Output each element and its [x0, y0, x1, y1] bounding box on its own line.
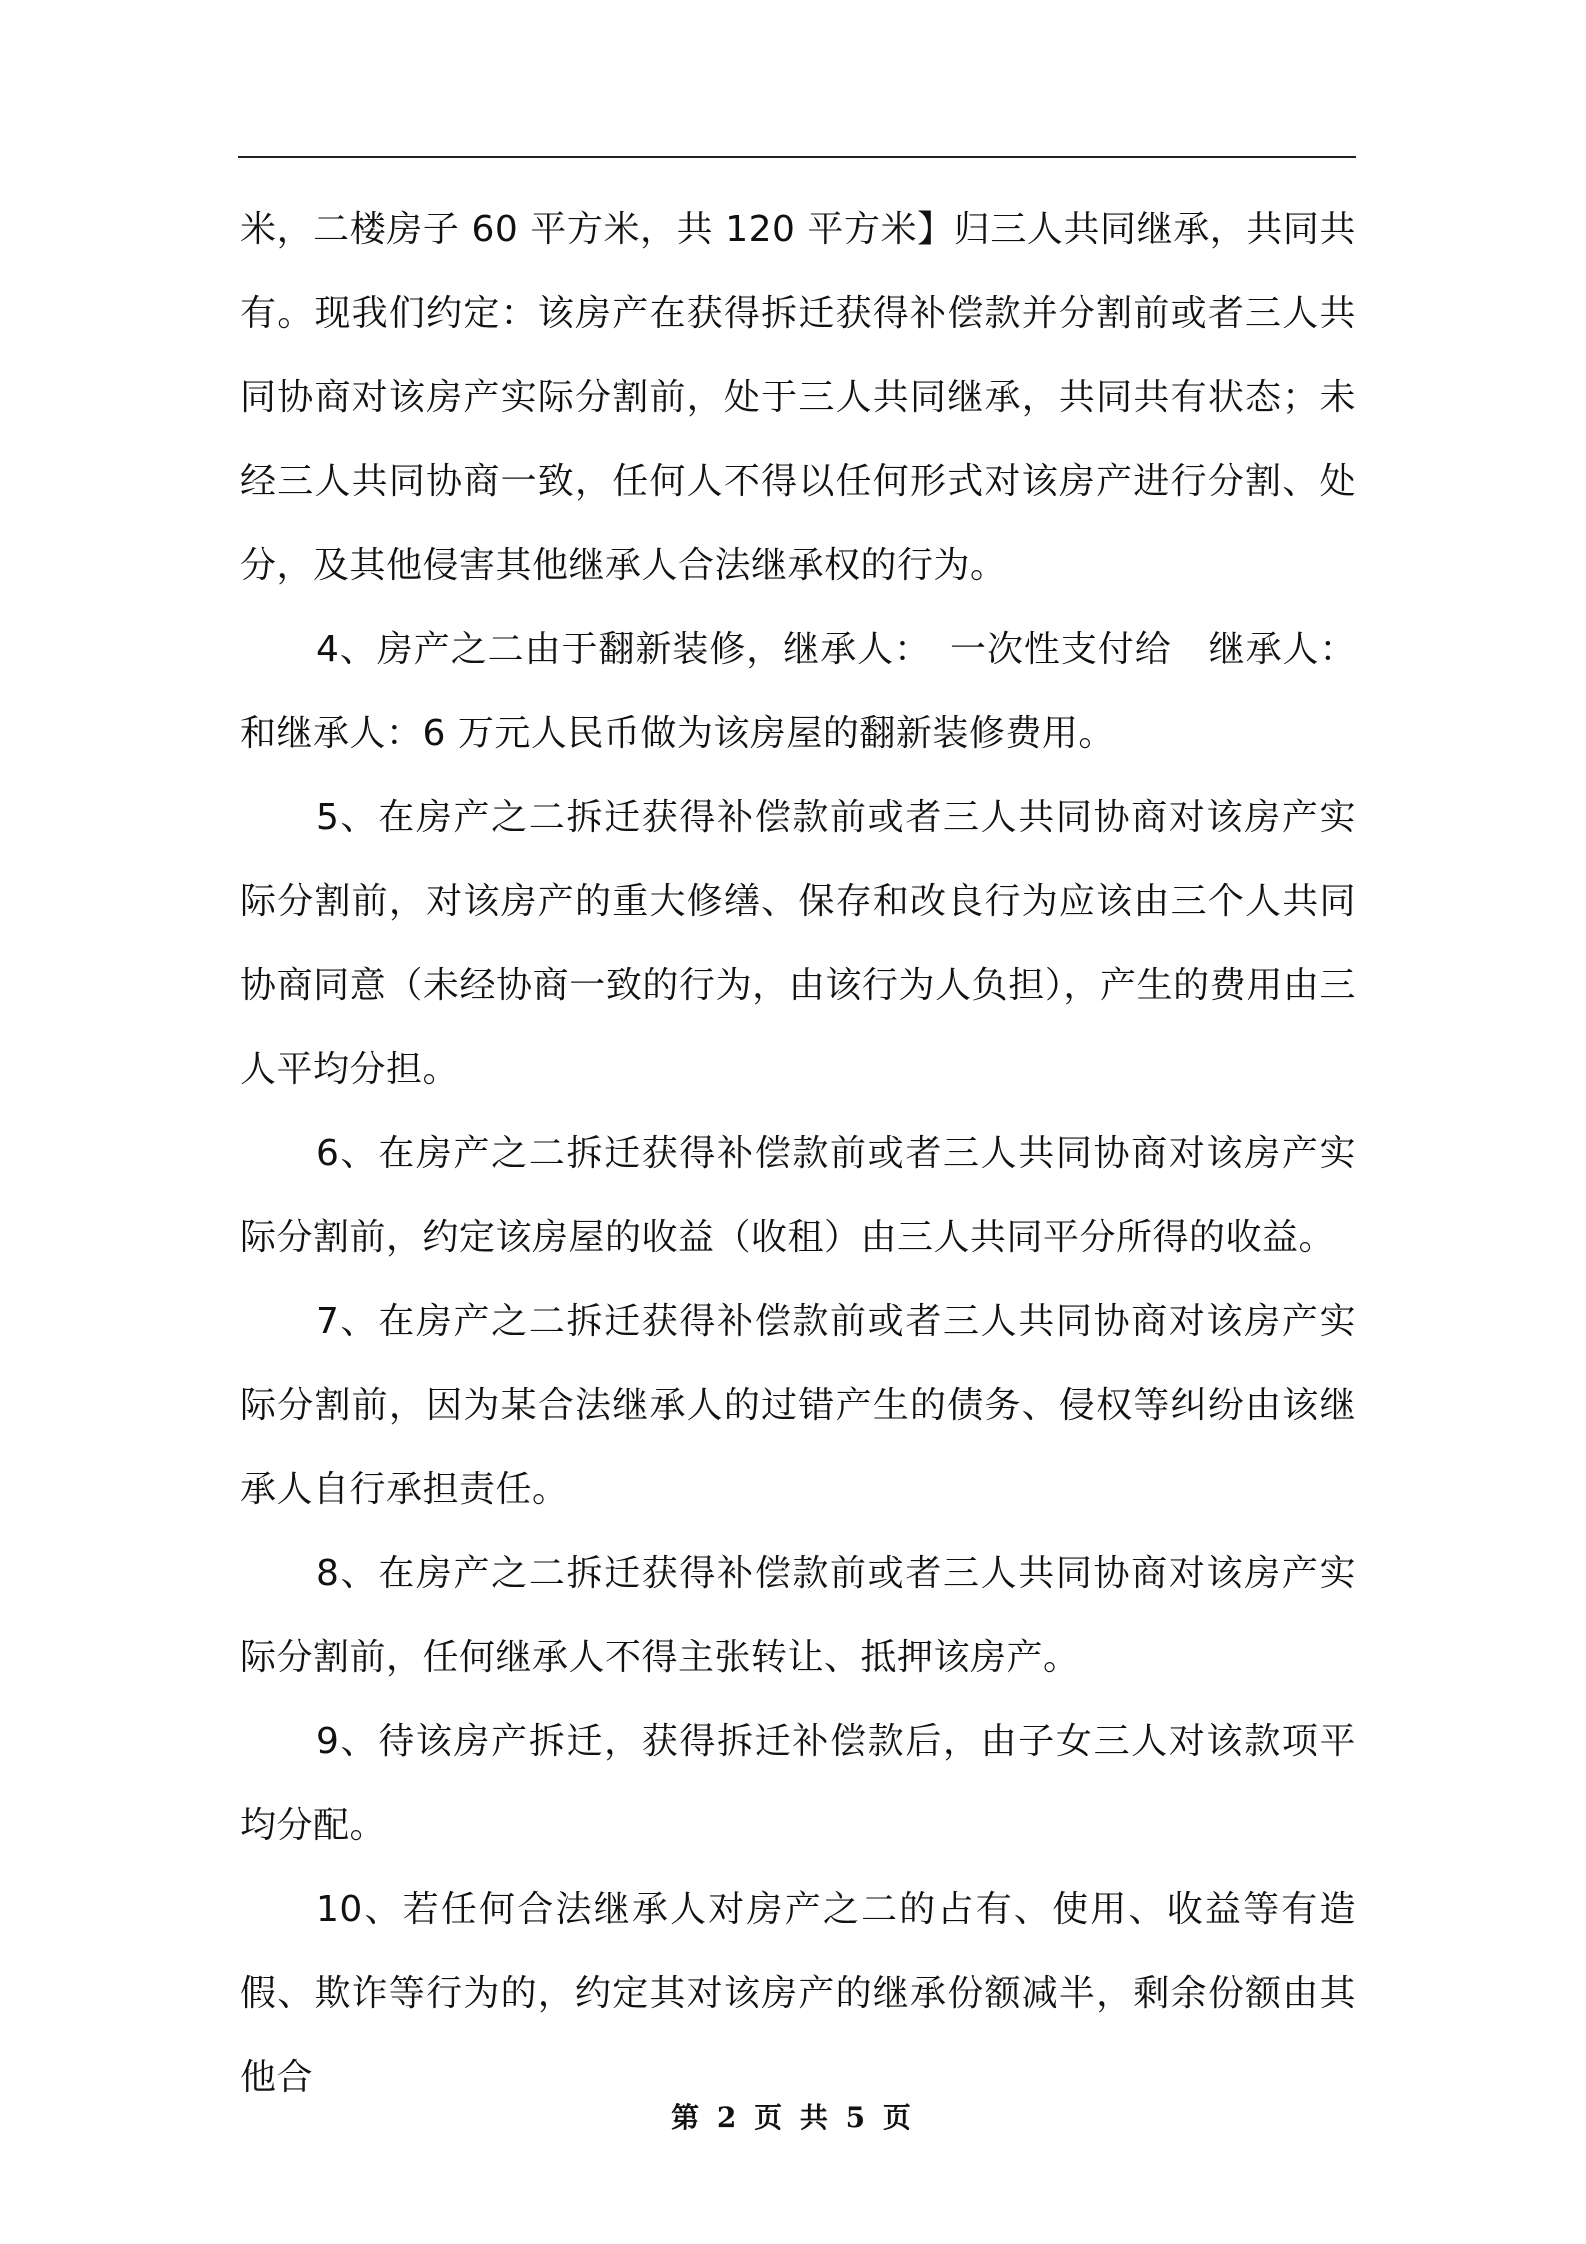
paragraph-item-6: 6、在房产之二拆迁获得补偿款前或者三人共同协商对该房产实际分割前，约定该房屋的收益（收租）由三人共同平分所得的收益。: [240, 1133, 1356, 1258]
paragraph-item-4: 4、房产之二由于翻新装修，继承人： 一次性支付给 继承人：和继承人：6 万元人民币做为该房屋的翻新装修费用。: [240, 629, 1356, 754]
header-rule: [238, 156, 1356, 158]
paragraph-item-5: 5、在房产之二拆迁获得补偿款前或者三人共同协商对该房产实际分割前，对该房产的重大修缮、保存和改良行为应该由三个人共同协商同意（未经协商一致的行为，由该行为人负担），产生的费用由三人平均分担。: [240, 797, 1356, 1090]
paragraph-item-9: 9、待该房产拆迁，获得拆迁补偿款后，由子女三人对该款项平均分配。: [240, 1721, 1356, 1846]
page-number-footer: 第 2 页 共 5 页: [671, 2101, 915, 2134]
paragraph-continuation: 米，二楼房子 60 平方米，共 120 平方米】归三人共同继承，共同共有。现我们约定：该房产在获得拆迁获得补偿款并分割前或者三人共同协商对该房产实际分割前，处于三人共同继承，共同共有状态；未经三人共同协商一致，任何人不得以任何形式对该房产进行分割、处分，及其他侵害其他继承人合法继承权的行为。: [240, 209, 1356, 586]
paragraph-item-7: 7、在房产之二拆迁获得补偿款前或者三人共同协商对该房产实际分割前，因为某合法继承人的过错产生的债务、侵权等纠纷由该继承人自行承担责任。: [240, 1301, 1356, 1510]
paragraph-item-10: 10、若任何合法继承人对房产之二的占有、使用、收益等有造假、欺诈等行为的，约定其对该房产的继承份额减半，剩余份额由其他合: [240, 1889, 1356, 2098]
paragraph-item-8: 8、在房产之二拆迁获得补偿款前或者三人共同协商对该房产实际分割前，任何继承人不得主张转让、抵押该房产。: [240, 1553, 1356, 1678]
document-body: [240, 188, 1356, 2120]
